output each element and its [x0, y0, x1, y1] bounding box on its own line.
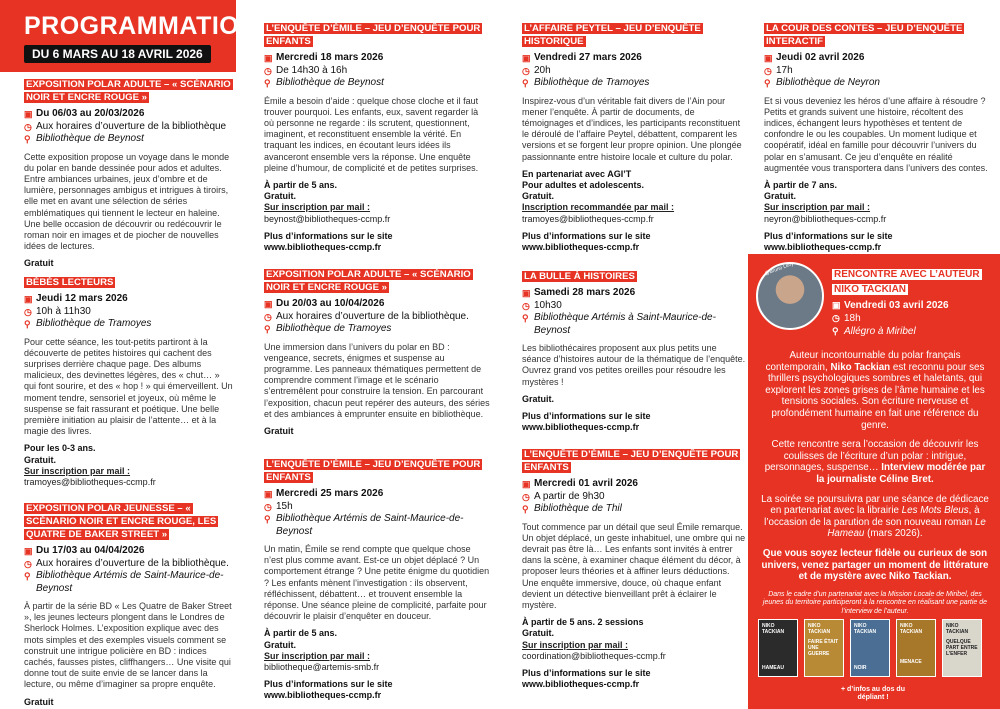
author-meeting-panel: [748, 254, 1000, 709]
clock-icon: ◷: [24, 306, 32, 317]
signing-info-c: (mars 2026).: [864, 528, 923, 540]
event-signup: Sur inscription par mail :: [24, 465, 131, 476]
photo-credit: @Bruno Levy: [763, 260, 795, 278]
event-age: À partir de 5 ans.: [264, 628, 338, 639]
invitation-text: Que vous soyez lecteur fidèle ou curieux de son univers, venez partager un moment de littérature et de mystère avec Niko Tackian.: [761, 547, 989, 583]
clock-icon: ◷: [264, 65, 272, 76]
clock-icon: ◷: [522, 300, 530, 311]
event-description: Émile a besoin d’aide : quelque chose cloche et il faut trouver pourquoi. Les enfants, eux, savent regarder là où personne ne regarde : ils scrutent, questionnent, imaginent, et reconstituent ensemble la vérité. En traquant les indices, en écoutant leurs idées ils avanceront ensemble vers la réponse. Une enquête pleine d’humour, de complicité et de petites surprises.: [264, 95, 479, 173]
event-price: Gratuit.: [764, 191, 797, 202]
event-partner: En partenariat avec AGI’T: [522, 168, 632, 179]
book-author: NIKO TACKIAN: [854, 623, 877, 635]
author-intro: [760, 350, 990, 431]
author-meeting-date: Vendredi 03 avril 2026: [844, 300, 949, 311]
bookshop-name: Les Mots Bleus: [901, 505, 969, 517]
signing-info: [760, 494, 990, 540]
event-hours: A partir de 9h30: [534, 490, 605, 502]
event-date: Jeudi 12 mars 2026: [36, 293, 128, 304]
event-description: Une immersion dans l’univers du polar en BD : vengeance, secrets, énigmes et suspense au programme. Les panneaux thématiques permettent de comprendre comment l’image et le scénario s’entremêlent pour construire la tension. En parcourant l’exposition, chacun peut repérer des auteurs, des séries et des ambiances à emprunter ensuite en bibliothèque.: [264, 341, 490, 419]
event-signup: Sur inscription par mail :: [522, 639, 629, 650]
clock-icon: ◷: [24, 121, 32, 132]
calendar-icon: ▣: [264, 299, 273, 309]
event-bulle-histoires: [522, 270, 748, 433]
event-expo-adulte-tramoyes: [264, 268, 490, 437]
event-place: Bibliothèque de Beynost: [36, 133, 144, 144]
event-expo-adulte-beynost: [24, 78, 234, 270]
event-affaire-peytel: [522, 22, 748, 253]
event-site-link[interactable]: www.bibliotheques-ccmp.fr: [522, 241, 640, 252]
event-hours: Aux horaires d’ouverture de la bibliothèque: [36, 120, 227, 132]
signing-info-a: La soirée se poursuivra par une séance de dédicace en partenariat avec la librairie: [761, 493, 989, 517]
event-price: Gratuit.: [522, 393, 555, 404]
clock-icon: ◷: [832, 313, 840, 323]
event-date: Jeudi 02 avril 2026: [776, 52, 865, 63]
event-price: Gratuit.: [522, 191, 555, 202]
event-description: Un matin, Émile se rend compte que quelque chose n’est plus comme avant. Est-ce un objet déplacé ? Un comportement étrange ? Une petite énigme du quotidien ? Les enfants mènent l’investigation : ils observent, réfléchissent, débattent… et trouvent ensemble la réponse. Une séance pleine de complicité, parfaite pour découvrir le plaisir d’enquêter en douceur.: [264, 544, 490, 622]
event-mail-link[interactable]: coordination@bibliotheques-ccmp.fr: [522, 650, 666, 661]
calendar-icon: ▣: [522, 479, 531, 489]
author-meeting-place: Allégro à Miribel: [844, 326, 916, 337]
clock-icon: ◷: [264, 501, 272, 512]
event-bebes-lecteurs: [24, 276, 234, 488]
event-place: Bibliothèque de Tramoyes: [36, 318, 152, 329]
event-title: EXPOSITION POLAR JEUNESSE – « SCÉNARIO NOIR ET ENCRE ROUGE, LES QUATRE DE BAKER STREET »: [26, 503, 217, 540]
event-age: À partir de 7 ans.: [764, 179, 838, 190]
book-title: NOIR: [854, 665, 867, 671]
event-date: Mercredi 18 mars 2026: [276, 52, 384, 63]
event-hours: 10h30: [534, 299, 562, 311]
event-hours: 10h à 11h30: [36, 305, 91, 317]
event-hours: De 14h30 à 16h: [276, 64, 348, 76]
location-pin-icon: ⚲: [264, 514, 271, 524]
book-author: NIKO TACKIAN: [946, 623, 969, 635]
event-hours: 17h: [776, 64, 793, 76]
location-pin-icon: ⚲: [522, 313, 529, 323]
calendar-icon: ▣: [264, 489, 273, 499]
calendar-icon: ▣: [764, 53, 773, 63]
book-title: HAMEAU: [762, 665, 784, 671]
event-date: Mercredi 25 mars 2026: [276, 488, 384, 499]
event-place: Bibliothèque Artémis à Saint-Maurice-de-Beynost: [534, 312, 716, 336]
calendar-icon: ▣: [522, 53, 531, 63]
partnership-note: Dans le cadre d’un partenariat avec la Mission Locale de Miribel, des jeunes du territoire participeront à la rencontre en réalisant une partie de l’interview de l’auteur.: [762, 590, 988, 615]
event-site-link[interactable]: www.bibliotheques-ccmp.fr: [764, 241, 882, 252]
event-signup: Sur inscription par mail :: [264, 202, 371, 213]
book-title: QUELQUE PART ENTRE L’ENFER: [946, 639, 978, 657]
event-date: Du 06/03 au 20/03/2026: [36, 108, 145, 119]
event-place: Bibliothèque de Beynost: [276, 77, 384, 88]
event-title: EXPOSITION POLAR ADULTE – « SCÉNARIO NOIR ET ENCRE ROUGE »: [26, 79, 231, 103]
location-pin-icon: ⚲: [522, 504, 529, 514]
programme-dates: DU 6 MARS AU 18 AVRIL 2026: [24, 45, 211, 63]
event-mail-link[interactable]: beynost@bibliotheques-ccmp.fr: [264, 213, 391, 224]
event-signup: Sur inscription par mail :: [764, 202, 871, 213]
event-hours: 20h: [534, 64, 551, 76]
event-mail-link[interactable]: tramoyes@bibliotheques-ccmp.fr: [24, 476, 156, 487]
event-hours: Aux horaires d’ouverture de la bibliothèque.: [276, 310, 469, 322]
author-meeting-body: [760, 350, 990, 624]
event-site-link[interactable]: www.bibliotheques-ccmp.fr: [522, 422, 640, 433]
calendar-icon: ▣: [24, 546, 33, 556]
event-description: Pour cette séance, les tout-petits partiront à la découverte de petites histoires qui cachent des surprises derrière chaque page. Des albums malicieux, des devinettes légères, des « chut… » qui font sourire, et des « hop ! » qui émerveillent. Un moment tendre, sensoriel et joyeux, où même le suspense se fait rassurant et poétique. Une belle première initiation au plaisir de l’attente… et à la magie des livres.: [24, 336, 233, 437]
calendar-icon: ▣: [522, 288, 531, 298]
event-place: Bibliothèque de Neyron: [776, 77, 880, 88]
event-mail-link[interactable]: neyron@bibliotheques-ccmp.fr: [764, 213, 887, 224]
event-place: Bibliothèque Artémis de Saint-Maurice-de-Beynost: [276, 513, 464, 537]
event-info: Plus d’informations sur le site: [764, 230, 893, 241]
event-date: Vendredi 27 mars 2026: [534, 52, 642, 63]
event-price: Gratuit: [24, 258, 54, 269]
event-place: Bibliothèque Artémis de Saint-Maurice-de-Beynost: [36, 570, 224, 594]
book-covers: [758, 619, 990, 681]
calendar-icon: ▣: [264, 53, 273, 63]
location-pin-icon: ⚲: [24, 134, 31, 144]
book-cover: [758, 619, 798, 677]
event-age: Pour les 0-3 ans.: [24, 443, 96, 454]
event-title: EXPOSITION POLAR ADULTE – « SCÉNARIO NOIR ET ENCRE ROUGE »: [266, 269, 471, 293]
author-meeting-hours: 18h: [844, 313, 861, 324]
event-expo-jeunesse: [24, 502, 234, 708]
location-pin-icon: ⚲: [264, 324, 271, 334]
event-price: Gratuit: [24, 696, 54, 707]
event-price: Gratuit.: [264, 191, 297, 202]
clock-icon: ◷: [764, 65, 772, 76]
new-novel-title: Le Hameau: [827, 516, 986, 540]
clock-icon: ◷: [522, 491, 530, 502]
book-author: NIKO TACKIAN: [762, 623, 785, 635]
programme-header: [0, 0, 258, 72]
event-description: Tout commence par un détail que seul Émile remarque. Un objet déplacé, un geste inhabituel, une ombre qui ne devrait pas être là… Les enfants sont invités à entrer dans la scène, à examiner chaque élément du décor, à proposer leurs théories et à affiner leurs déductions. Une enquête immersive, douce, où chaque enfant devient un détective bienveillant prêt à éclairer le mystère.: [522, 521, 746, 610]
event-title: LA BULLE À HISTOIRES: [524, 271, 635, 282]
event-date: Mercredi 01 avril 2026: [534, 478, 638, 489]
event-info: Plus d’informations sur le site: [264, 230, 393, 241]
event-title: BÉBÉS LECTEURS: [26, 277, 114, 288]
book-author: NIKO TACKIAN: [900, 623, 923, 635]
event-place: Bibliothèque de Thil: [534, 503, 622, 514]
book-author: NIKO TACKIAN: [808, 623, 831, 635]
author-meeting-title: RENCONTRE AVEC L’AUTEUR NIKO TACKIAN: [834, 269, 980, 295]
event-place: Bibliothèque de Tramoyes: [534, 77, 650, 88]
event-date: Du 17/03 au 04/04/2026: [36, 545, 145, 556]
clock-icon: ◷: [264, 311, 272, 322]
clock-icon: ◷: [522, 65, 530, 76]
event-price: Gratuit: [264, 425, 294, 436]
author-name: Niko Tackian: [830, 361, 891, 373]
event-enquete-emile-thil: [522, 448, 748, 690]
event-info: Plus d’informations sur le site: [522, 667, 651, 678]
author-meeting-header: [832, 266, 992, 338]
event-enquete-emile-beynost: [264, 22, 490, 253]
more-info-note: + d’infos au dos du dépliant !: [841, 686, 905, 701]
event-age: À partir de 5 ans. 2 sessions: [522, 617, 644, 628]
signing-info-b: , à l’occasion de la parution de son nouveau roman: [764, 505, 980, 528]
author-intro-a: Auteur incontournable du polar français contemporain,: [765, 350, 961, 373]
event-hours: Aux horaires d’ouverture de la bibliothèque.: [36, 557, 229, 569]
location-pin-icon: ⚲: [832, 326, 839, 336]
location-pin-icon: ⚲: [24, 571, 31, 581]
event-title: L’ENQUÊTE D’ÉMILE – JEU D’ENQUÊTE POUR ENFANTS: [524, 449, 739, 473]
location-pin-icon: ⚲: [24, 319, 31, 329]
event-title: LA COUR DES CONTES – JEU D’ENQUÊTE INTERACTIF: [766, 23, 963, 47]
event-title: L’AFFAIRE PEYTEL – JEU D’ENQUÊTE HISTORIQUE: [524, 23, 701, 47]
book-cover: [896, 619, 936, 677]
location-pin-icon: ⚲: [264, 78, 271, 88]
meeting-description: [760, 439, 990, 485]
event-date: Du 20/03 au 10/04/2026: [276, 298, 385, 309]
event-site-link[interactable]: www.bibliotheques-ccmp.fr: [264, 690, 382, 701]
event-site-link[interactable]: www.bibliotheques-ccmp.fr: [264, 241, 382, 252]
event-title: L’ENQUÊTE D’ÉMILE – JEU D’ENQUÊTE POUR ENFANTS: [266, 23, 481, 47]
event-site-link[interactable]: www.bibliotheques-ccmp.fr: [522, 679, 640, 690]
event-description: À partir de la série BD « Les Quatre de Baker Street », les jeunes lecteurs plongent dans le Londres de Sherlock Holmes. L’exposition explique avec des mots simples et des exemples visuels comment se construit une intrigue policière en BD : indices cachés, fausses pistes, cliffhangers… Une visite qui donne tout de suite envie de se lancer dans la lecture, ou même d’imaginer sa propre enquête.: [24, 601, 232, 690]
event-date: Samedi 28 mars 2026: [534, 287, 636, 298]
location-pin-icon: ⚲: [764, 78, 771, 88]
event-description: Inspirez-vous d’un véritable fait divers de l’Ain pour mener l’enquête. À partir de documents, de témoignages et d’indices, les participants reconstituent le déroulé de l’affaire Peytel, débattent, comparent les versions et se forgent leur propre opinion. Une plongée passionnante entre histoire locale et culture du polar.: [522, 95, 742, 162]
event-price: Gratuit.: [522, 628, 555, 639]
event-info: Plus d’informations sur le site: [264, 679, 393, 690]
book-cover: [942, 619, 982, 677]
book-cover: [804, 619, 844, 677]
event-hours: 15h: [276, 500, 293, 512]
event-price: Gratuit.: [264, 639, 297, 650]
event-description: Et si vous deveniez les héros d’une affaire à résoudre ? Petits et grands suivent une histoire, récoltent des indices, échangent leurs hypothèses et tentent de confondre le ou les coupables. Un moment ludique et coopératif, idéal en famille pour découvrir l’univers du polar en s’amusant. Ce jeu d’enquête en réalité augmentée vous transportera dans l’univers des contes.: [764, 95, 988, 173]
event-title: L’ENQUÊTE D’ÉMILE – JEU D’ENQUÊTE POUR ENFANTS: [266, 459, 481, 483]
meeting-description-a: Cette rencontre sera l’occasion de découvrir les coulisses de l’écriture d’un polar : intrigue, personnages, suspense…: [764, 439, 979, 474]
calendar-icon: ▣: [24, 109, 33, 119]
column-1: [0, 0, 258, 707]
event-info: Plus d’informations sur le site: [522, 411, 651, 422]
event-audience: Pour adultes et adolescents.: [522, 179, 645, 190]
programme-title: PROGRAMMATION: [24, 12, 258, 40]
event-description: Cette exposition propose un voyage dans le monde du polar en bande dessinée pour ados et adultes. Entre ambiances urbaines, jeux d’ombre et de lumière, personnages ambigus et intrigues à tiroirs, elle met en avant une sélection de séries emblématiques qui tiennent le lecteur en haleine. Une belle occasion de découvrir ou redécouvrir le roman noir en images et de piocher de nouvelles idées de lectures.: [24, 151, 230, 252]
author-intro-b: est reconnu pour ses thrillers psychologiques sombres et haletants, qui explorent les zones grises de l’âme humaine et les tensions sociales. Son écriture nerveuse et profondément humaine en fait une référence du genre.: [765, 361, 985, 431]
event-enquete-emile-artemis: [264, 458, 490, 702]
event-price: Gratuit.: [24, 454, 57, 465]
event-info: Plus d’informations sur le site: [522, 230, 651, 241]
calendar-icon: ▣: [832, 300, 841, 310]
event-signup: Inscription recommandée par mail :: [522, 202, 675, 213]
event-description: Les bibliothécaires proposent aux plus petits une séance d’histoires autour de la thématique de l’enquête. Ouvrez grand vos petites oreilles pour résoudre les mystères !: [522, 343, 746, 387]
event-mail-link[interactable]: tramoyes@bibliotheques-ccmp.fr: [522, 213, 654, 224]
book-cover: [850, 619, 890, 677]
calendar-icon: ▣: [24, 294, 33, 304]
meeting-moderator: Interview modérée par la journaliste Céline Bret.: [816, 462, 986, 485]
event-signup: Sur inscription par mail :: [264, 650, 371, 661]
book-title: MENACE: [900, 659, 922, 665]
book-title: FAIRE ÉTAIT UNE GUERRE: [808, 639, 839, 657]
event-age: À partir de 5 ans.: [264, 179, 338, 190]
clock-icon: ◷: [24, 558, 32, 569]
location-pin-icon: ⚲: [522, 78, 529, 88]
event-cour-des-contes: [764, 22, 996, 253]
event-mail-link[interactable]: bibliotheque@artemis-smb.fr: [264, 662, 380, 673]
event-place: Bibliothèque de Tramoyes: [276, 323, 392, 334]
